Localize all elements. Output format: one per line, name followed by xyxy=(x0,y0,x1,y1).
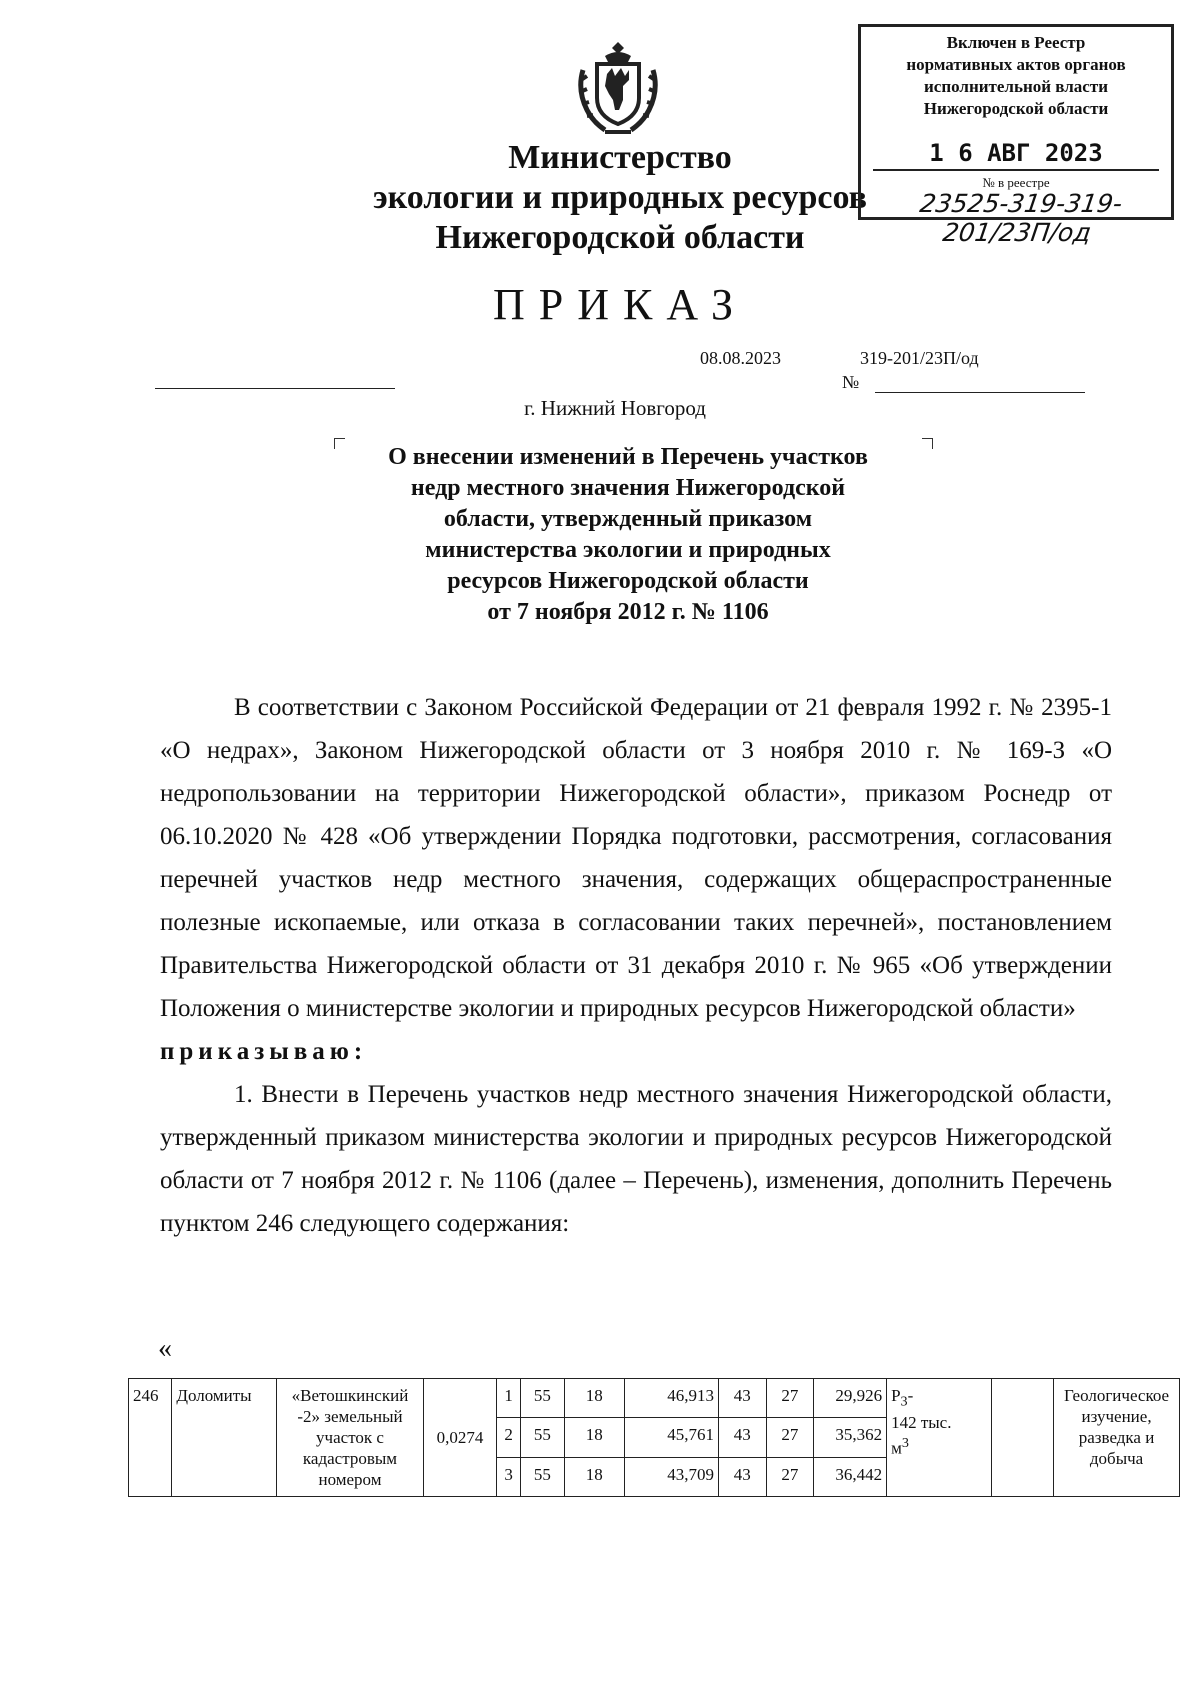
stamp-registry-number: 23525-319-319-201/23П/од xyxy=(917,189,1125,247)
document-type-title: ПРИКАЗ xyxy=(492,280,748,329)
cell-mineral: Доломиты xyxy=(172,1379,277,1497)
number-sign: № xyxy=(842,372,860,392)
order-verb: приказываю: xyxy=(160,1038,368,1065)
cell-lon-sec: 36,442 xyxy=(814,1457,887,1496)
cell-lon-min: 27 xyxy=(766,1418,814,1457)
title-line: О внесении изменений в Перечень участков xyxy=(388,444,868,470)
city: г. Нижний Новгород xyxy=(524,396,706,420)
cell-lat-deg: 55 xyxy=(521,1418,564,1457)
cell-lon-sec: 29,926 xyxy=(814,1379,887,1418)
cell-lon-deg: 43 xyxy=(718,1457,766,1496)
cell-empty xyxy=(991,1379,1053,1497)
document-body xyxy=(160,686,1112,1245)
cell-lon-min: 27 xyxy=(766,1379,814,1418)
order-number: 319-201/23П/од xyxy=(860,348,979,368)
title-line: недр местного значения Нижегородской xyxy=(410,475,846,501)
ministry-line-2: экологии и природных ресурсов xyxy=(372,179,868,216)
cell-purpose: Геологическое изучение, разведка и добыча xyxy=(1054,1379,1180,1497)
ministry-line-3: Нижегородской области xyxy=(435,219,805,256)
cell-lon-deg: 43 xyxy=(718,1418,766,1457)
cell-lat-min: 18 xyxy=(564,1418,624,1457)
subsoil-sites-table xyxy=(128,1378,1180,1497)
stamp-line-2: нормативных актов органов xyxy=(906,55,1126,74)
cell-area: 0,0274 xyxy=(423,1379,496,1497)
cell-lon-sec: 35,362 xyxy=(814,1418,887,1457)
coat-of-arms-emblem xyxy=(577,40,659,140)
title-line: министерства экологии и природных xyxy=(425,537,831,563)
opening-quote: « xyxy=(158,1333,172,1364)
item-1-paragraph: 1. Внести в Перечень участков недр местного значения Нижегородской области, утвержденный приказом министерства экологии и природных ресурсов Нижегородской области от 7 ноября 2012 г. № 1106 (далее – Перечень), изменения, дополнить Перечень пунктом 246 следующего содержания: xyxy=(160,1081,1112,1237)
stamp-line-1: Включен в Реестр xyxy=(946,33,1086,52)
cell-item-number: 246 xyxy=(129,1379,172,1497)
stamp-underline xyxy=(873,219,1163,220)
title-corner-right xyxy=(922,438,933,449)
cell-lon-min: 27 xyxy=(766,1457,814,1496)
cell-lon-deg: 43 xyxy=(718,1379,766,1418)
stamp-date: 1 6 АВГ 2023 xyxy=(929,139,1103,167)
title-line: от 7 ноября 2012 г. № 1106 xyxy=(487,599,769,625)
document-subject-title xyxy=(348,442,908,628)
date-underline xyxy=(155,388,395,389)
ministry-line-1: Министерство xyxy=(508,139,732,176)
ministry-name xyxy=(330,138,910,258)
cell-point-number: 1 xyxy=(496,1379,520,1418)
cell-lat-deg: 55 xyxy=(521,1379,564,1418)
order-date: 08.08.2023 xyxy=(700,348,781,368)
cell-point-number: 2 xyxy=(496,1418,520,1457)
stamp-registry-label: № в реестре xyxy=(982,175,1050,190)
cell-resources: $P_3-$ 142 тыс. $м^3$ xyxy=(887,1379,992,1497)
cell-lat-deg: 55 xyxy=(521,1457,564,1496)
cell-site-name: «Ветошкинский -2» земельный участок с кадастровым номером xyxy=(277,1379,424,1497)
number-underline xyxy=(875,392,1085,393)
cell-lat-sec: 46,913 xyxy=(624,1379,718,1418)
registry-stamp xyxy=(858,24,1174,247)
table-row xyxy=(129,1379,1180,1418)
cell-lat-min: 18 xyxy=(564,1457,624,1496)
cell-lat-sec: 45,761 xyxy=(624,1418,718,1457)
title-corner-left xyxy=(334,438,345,449)
cell-point-number: 3 xyxy=(496,1457,520,1496)
title-line: области, утвержденный приказом xyxy=(443,506,813,532)
cell-lat-min: 18 xyxy=(564,1379,624,1418)
title-line: ресурсов Нижегородской области xyxy=(447,568,809,594)
stamp-line-4: Нижегородской области xyxy=(923,99,1109,118)
stamp-divider xyxy=(873,169,1159,171)
cell-lat-sec: 43,709 xyxy=(624,1457,718,1496)
stamp-line-3: исполнительной власти xyxy=(924,77,1108,96)
preamble-paragraph: В соответствии с Законом Российской Федерации от 21 февраля 1992 г. № 2395-1 «О недрах», Законом Нижегородской области от 3 ноября 2010 г. № 169-З «О недропользовании на территории Нижегородской области», приказом Роснедр от 06.10.2020 № 428 «Об утверждении Порядка подготовки, рассмотрения, согласования перечней участков недр местного значения, содержащих общераспространенные полезные ископаемые, или отказа в согласовании таких перечней», постановлением Правительства Нижегородской области от 31 декабря 2010 г. № 965 «Об утверждении Положения о министерстве экологии и природных ресурсов Нижегородской области» xyxy=(160,694,1112,1022)
